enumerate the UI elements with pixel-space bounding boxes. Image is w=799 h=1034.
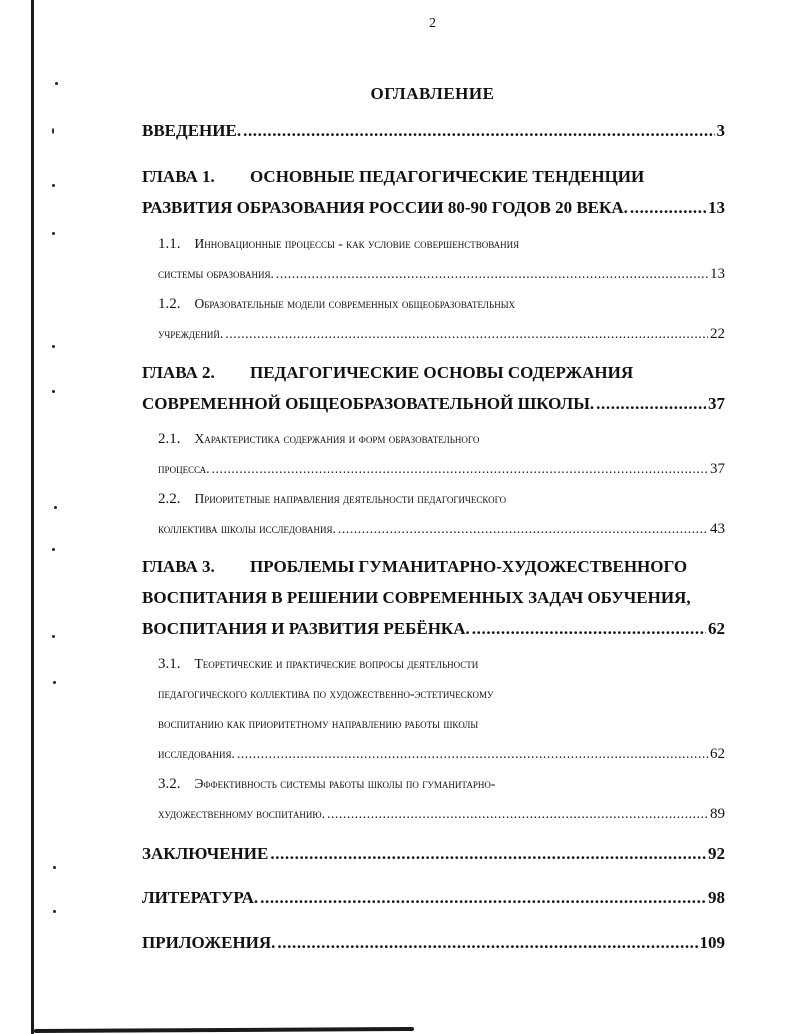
toc-entry-chapter-3[interactable] [142, 551, 725, 644]
dot-leader [327, 799, 708, 829]
toc-entry-section-2-2[interactable] [158, 484, 725, 544]
page-number: 2 [429, 16, 436, 31]
dot-leader [225, 319, 708, 349]
section-number: 2.2. [158, 491, 181, 507]
section-number: 3.1. [158, 656, 181, 672]
dot-leader [596, 388, 706, 419]
dot-leader [630, 192, 706, 223]
toc-entry-section-2-1[interactable] [158, 424, 725, 484]
entry-page: 98 [708, 888, 725, 907]
scan-speck [54, 506, 57, 509]
section-title-line: воспитанию как приоритетному направлению работы школы [158, 716, 479, 731]
scan-speck [52, 184, 55, 187]
dot-leader [277, 927, 697, 958]
section-title-line: Теоретические и практические вопросы деятельности [194, 656, 479, 671]
entry-page: 43 [710, 521, 725, 537]
chapter-title-line: РАЗВИТИЯ ОБРАЗОВАНИЯ РОССИИ 80-90 ГОДОВ 20 ВЕКА. [142, 198, 628, 217]
entry-page: 62 [710, 746, 725, 762]
entry-title: ЗАКЛЮЧЕНИЕ [142, 844, 269, 863]
dot-leader [237, 739, 708, 769]
dot-leader [276, 259, 708, 289]
scan-speck [53, 681, 56, 684]
scan-speck [52, 232, 55, 235]
section-title-line: Эффективность системы работы школы по гуманитарно- [194, 776, 496, 791]
section-number: 1.1. [158, 236, 181, 252]
section-number: 3.2. [158, 776, 181, 792]
toc-entry-section-1-2[interactable] [158, 289, 725, 349]
section-number: 1.2. [158, 296, 181, 312]
section-title-line: Инновационные процессы - как условие совершенствования [194, 236, 520, 251]
toc-entry-conclusion[interactable] [142, 838, 725, 869]
entry-title: ЛИТЕРАТУРА. [142, 888, 259, 907]
chapter-label: ГЛАВА 3. [142, 557, 215, 576]
entry-page: 37 [708, 394, 725, 413]
toc-entry-section-3-1[interactable] [158, 649, 725, 769]
scan-speck [52, 390, 55, 393]
entry-title: ПРИЛОЖЕНИЯ. [142, 933, 276, 952]
entry-page: 62 [708, 619, 725, 638]
entry-page: 13 [710, 266, 725, 282]
scan-speck [52, 128, 54, 134]
section-title-line: педагогического коллектива по художественно-эстетическому [158, 686, 494, 701]
chapter-title-line: ОСНОВНЫЕ ПЕДАГОГИЧЕСКИЕ ТЕНДЕНЦИИ [250, 167, 645, 186]
toc-entry-section-1-1[interactable] [158, 229, 725, 289]
scan-speck [52, 345, 55, 348]
entry-page: 22 [710, 326, 725, 342]
entry-page: 13 [708, 198, 725, 217]
toc-entry-appendix[interactable] [142, 927, 725, 958]
scan-bottom-edge [34, 1027, 414, 1033]
entry-title: ВВЕДЕНИЕ. [142, 121, 242, 140]
dot-leader [212, 454, 708, 484]
scan-speck [52, 635, 55, 638]
scan-speck [52, 548, 55, 551]
scan-speck [53, 910, 56, 913]
toc-entry-chapter-2[interactable] [142, 357, 725, 419]
entry-page: 3 [716, 121, 725, 140]
section-title-line: Характеристика содержания и форм образовательного [194, 431, 480, 446]
dot-leader [472, 613, 706, 644]
section-title-line: художественному воспитанию. [158, 806, 325, 821]
entry-page: 92 [708, 844, 725, 863]
section-number: 2.1. [158, 431, 181, 447]
section-title-line: системы образования. [158, 266, 274, 281]
section-title-line: исследования. [158, 746, 235, 761]
section-title-line: процесса. [158, 461, 210, 476]
chapter-title-line: ВОСПИТАНИЯ И РАЗВИТИЯ РЕБЁНКА. [142, 619, 470, 638]
entry-page: 109 [699, 933, 725, 952]
dot-leader [270, 838, 706, 869]
toc-entry-section-3-2[interactable] [158, 769, 725, 829]
toc-entry-introduction[interactable] [142, 115, 725, 146]
toc-entry-literature[interactable] [142, 882, 725, 913]
dot-leader [338, 514, 708, 544]
toc-title: ОГЛАВЛЕНИЕ [370, 84, 495, 103]
toc-entry-chapter-1[interactable] [142, 161, 725, 223]
dot-leader [260, 882, 706, 913]
chapter-title-line: ПРОБЛЕМЫ ГУМАНИТАРНО-ХУДОЖЕСТВЕННОГО [250, 557, 688, 576]
chapter-label: ГЛАВА 1. [142, 167, 215, 186]
entry-page: 37 [710, 461, 725, 477]
section-title-line: коллектива школы исследования. [158, 521, 336, 536]
scan-speck [53, 866, 56, 869]
dot-leader [243, 115, 714, 146]
chapter-label: ГЛАВА 2. [142, 363, 215, 382]
section-title-line: Приоритетные направления деятельности педагогического [194, 491, 507, 506]
section-title-line: учреждений. [158, 326, 224, 341]
chapter-title-line: ВОСПИТАНИЯ В РЕШЕНИИ СОВРЕМЕННЫХ ЗАДАЧ ОБУЧЕНИЯ, [142, 588, 691, 607]
scan-left-edge [31, 0, 34, 1034]
chapter-title-line: СОВРЕМЕННОЙ ОБЩЕОБРАЗОВАТЕЛЬНОЙ ШКОЛЫ. [142, 394, 595, 413]
chapter-title-line: ПЕДАГОГИЧЕСКИЕ ОСНОВЫ СОДЕРЖАНИЯ [250, 363, 634, 382]
entry-page: 89 [710, 806, 725, 822]
section-title-line: Образовательные модели современных общеобразовательных [194, 296, 516, 311]
